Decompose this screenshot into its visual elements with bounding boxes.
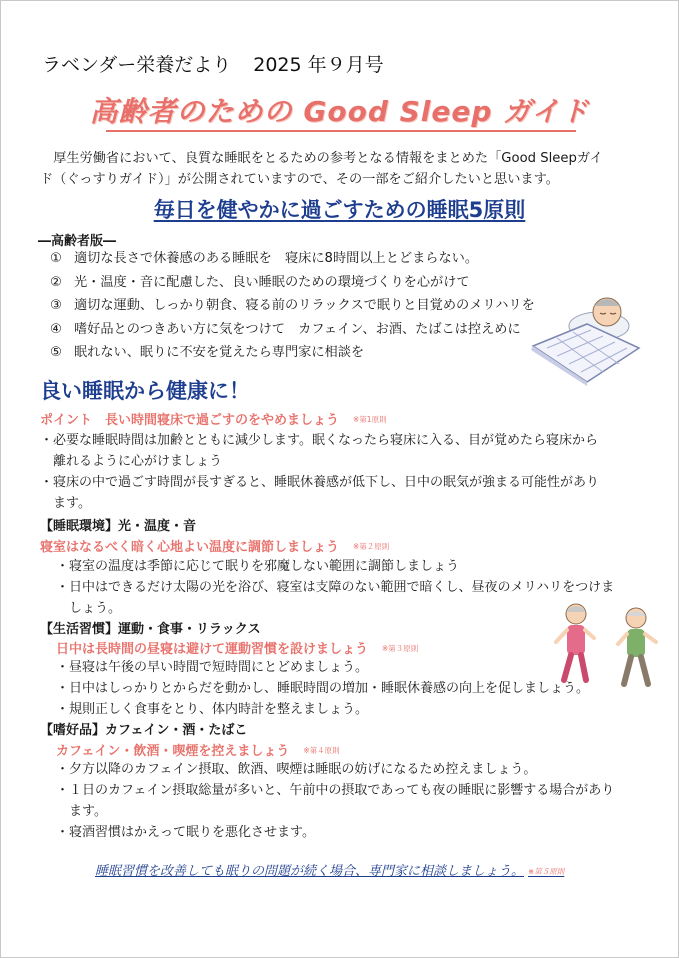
bullet-line: ます。: [56, 804, 107, 819]
principle-item: ④ 嗜好品とのつきあい方に気をつけて カフェイン、お酒、たばこは控えめに: [50, 321, 521, 337]
footer-advice: [95, 860, 564, 879]
issue-label: 2025 年９月号: [253, 54, 384, 76]
bullet-line: ・寝床の中で過ごす時間が長すぎると、睡眠休養感が低下し、日中の眠気が強まる可能性があり: [40, 475, 600, 490]
env-point-note: ※第２原則: [353, 542, 390, 551]
bullet-line: ・日中はできるだけ太陽の光を浴び、寝室は支障のない範囲で暗くし、昼夜のメリハリをつけま: [56, 580, 615, 595]
env-point-label: 寝室はなるべく暗く心地よい温度に調節しましょう: [40, 540, 340, 555]
principle-item: ⑤ 眠れない、眠りに不安を覚えたら専門家に相談を: [50, 345, 365, 360]
walking-couple-illustration: [552, 600, 667, 695]
intro-line-1: 厚生労働省において、良質な睡眠をとるための参考となる情報をまとめた「Good Sleepガイ: [53, 151, 603, 166]
env-category: 【睡眠環境】光・温度・音: [40, 519, 197, 534]
intro-paragraph: [40, 148, 640, 190]
health-section-title: 良い睡眠から健康に！: [40, 379, 250, 403]
footer-text: 睡眠習慣を改善しても眠りの問題が続く場合、専門家に相談しましょう。: [95, 864, 525, 879]
life-point-label: 日中は長時間の昼寝は避けて運動習慣を設けましょう: [56, 642, 369, 657]
bullet-line: ・必要な睡眠時間は加齢とともに減少します。眠くなったら寝床に入る、目が覚めたら寝床から: [40, 433, 598, 448]
bullet-line: 離れるように心がけましょう: [40, 454, 223, 469]
newsletter-name: ラベンダー栄養だより: [42, 54, 232, 76]
pref-point-note: ※第４原則: [303, 746, 340, 755]
bullet-line: ・昼寝は午後の早い時間で短時間にとどめましょう。: [56, 660, 369, 675]
sleeping-elder-illustration: [527, 286, 645, 388]
env-point: [40, 536, 389, 555]
env-bullets: [56, 556, 614, 619]
pref-bullets: [56, 759, 614, 843]
point-1-note: ※第1原則: [353, 415, 387, 424]
principle-item: ③ 適切な運動、しっかり朝食、寝る前のリラックスで眠りと目覚めのメリハリを: [50, 298, 535, 313]
pref-category: 【嗜好品】カフェイン・酒・たばこ: [40, 723, 248, 738]
life-category: 【生活習慣】運動・食事・リラックス: [40, 622, 261, 637]
edition-label: ―高齢者版―: [38, 234, 117, 249]
newsletter-header: [42, 50, 384, 77]
page-title: 高齢者のための Good Sleep ガイド: [89, 95, 590, 128]
point-1-bullets: [40, 430, 599, 514]
point-1-label: ポイント 長い時間寝床で過ごすのをやめましょう: [40, 413, 340, 428]
principles-title: 毎日を健やかに過ごすための睡眠5原則: [153, 198, 526, 222]
bullet-line: ・日中はしっかりとからだを動かし、睡眠時間の増加・睡眠休養感の向上を促しましょう。: [56, 681, 590, 696]
principles-list: [50, 247, 535, 365]
principle-item: ① 適切な長さで休養感のある睡眠を 寝床に8時間以上とどまらない。: [50, 251, 479, 266]
bullet-line: ・規則正しく食事をとり、体内時計を整えましょう。: [56, 702, 369, 717]
bullet-line: ・寝室の温度は季節に応じて眠りを邪魔しない範囲に調節しましょう: [56, 559, 460, 574]
bullet-line: ・寝酒習慣はかえって眠りを悪化させます。: [56, 825, 315, 840]
life-bullets: [56, 657, 589, 720]
life-point-note: ※第３原則: [382, 644, 419, 653]
intro-line-2: ド（ぐっすりガイド）」が公開されていますので、その一部をご紹介したいと思います。: [40, 172, 559, 187]
pref-point: [56, 740, 340, 759]
life-point: [56, 638, 418, 657]
principle-item: ② 光・温度・音に配慮した、良い睡眠のための環境づくりを心がけて: [50, 274, 470, 290]
bullet-line: ・１日のカフェイン摂取総量が多いと、午前中の摂取であっても夜の睡眠に影響する場合があり: [56, 783, 615, 798]
bullet-line: ます。: [40, 496, 91, 511]
point-1: [40, 409, 387, 428]
bullet-line: ・夕方以降のカフェイン摂取、飲酒、喫煙は睡眠の妨げになるため控えましょう。: [56, 762, 537, 777]
title-underline: [106, 130, 576, 132]
bullet-line: しょう。: [56, 601, 122, 616]
footer-note: ※第５原則: [528, 867, 565, 876]
pref-point-label: カフェイン・飲酒・喫煙を控えましょう: [56, 744, 290, 759]
